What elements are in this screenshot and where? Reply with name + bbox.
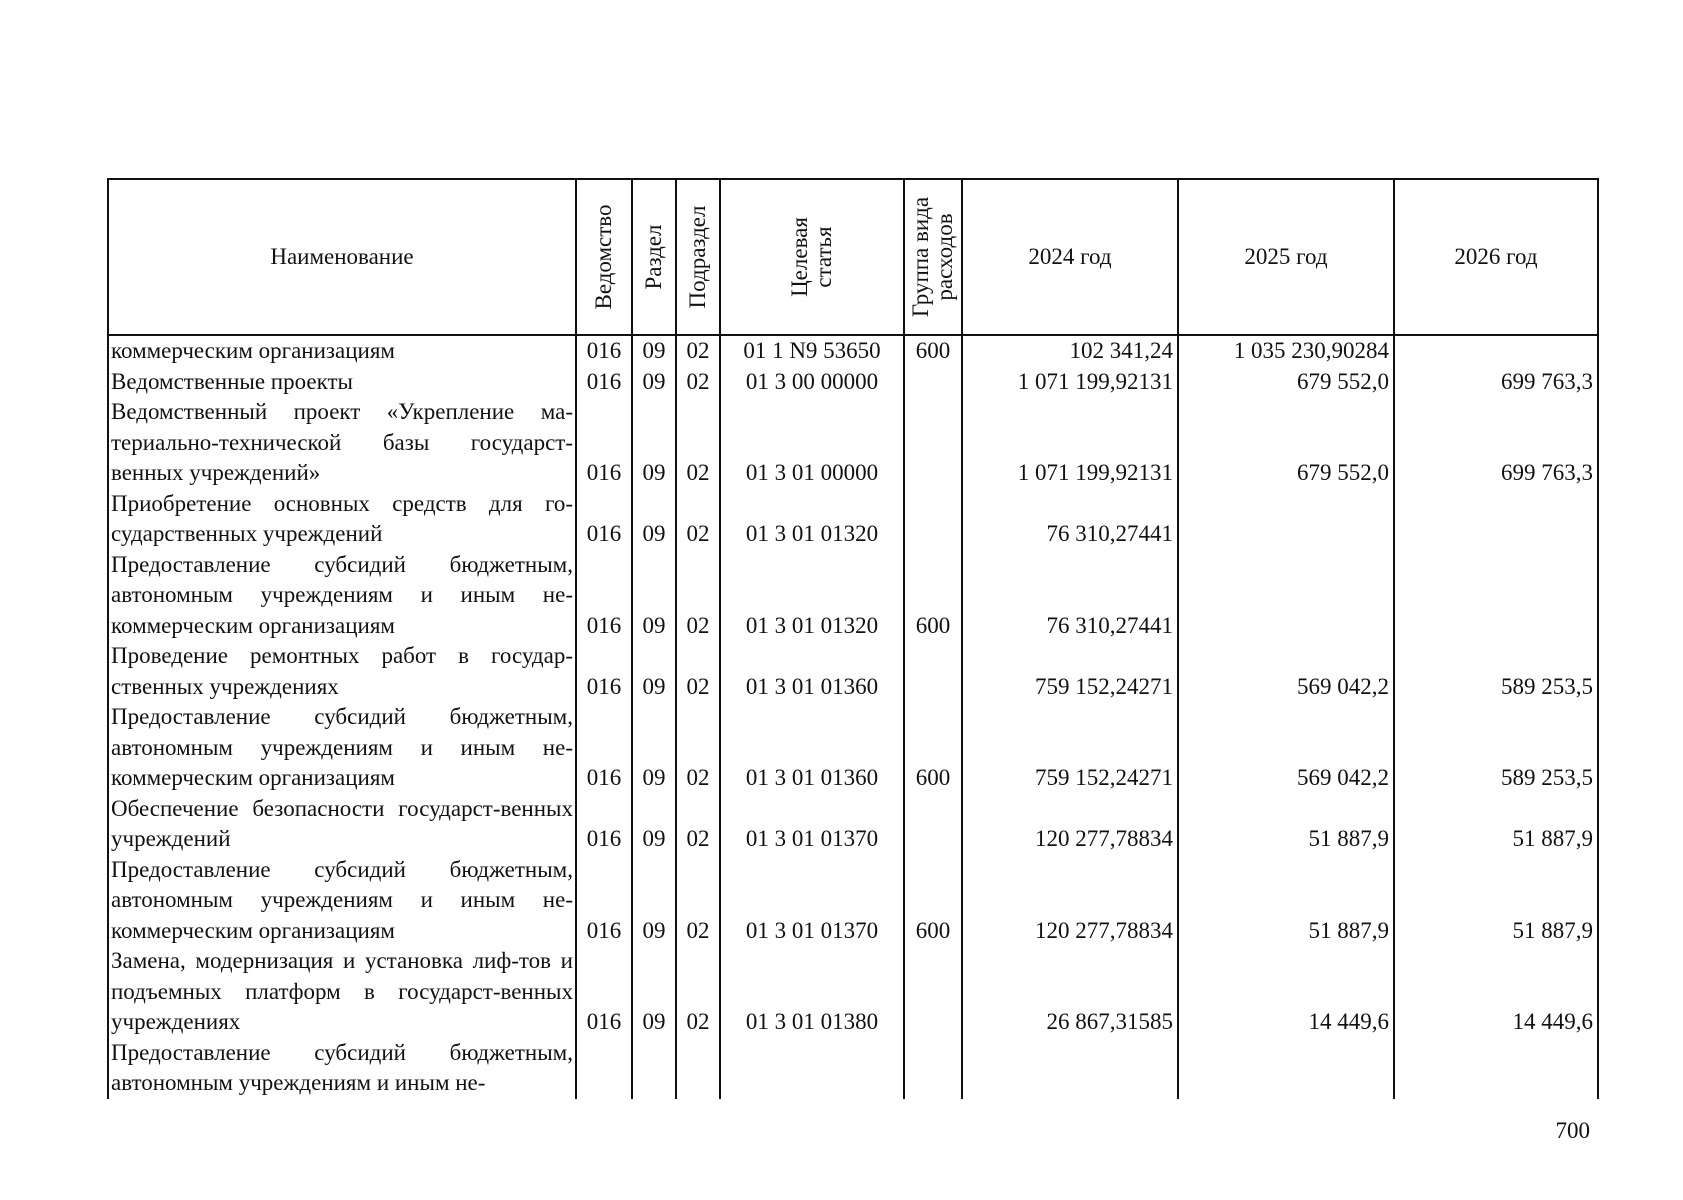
target-article-cell: 01 3 00 00000 <box>720 367 904 398</box>
amount-2024-cell: 759 152,24271 <box>962 702 1178 794</box>
razdel-cell: 09 <box>632 794 676 855</box>
amount-2024-cell: 120 277,78834 <box>962 794 1178 855</box>
podrazdel-cell: 02 <box>676 702 720 794</box>
table-row <box>108 335 1598 367</box>
row-name-cell: Замена, модернизация и установка лиф-тов и подъемных платформ в государст-венных учреждениях <box>108 946 576 1038</box>
amount-2024-cell: 26 867,31585 <box>962 946 1178 1038</box>
target-article-cell: 01 3 01 01360 <box>720 641 904 702</box>
amount-2025-cell <box>1178 1038 1394 1099</box>
expense-group-cell <box>904 641 962 702</box>
amount-2025-cell: 51 887,9 <box>1178 794 1394 855</box>
row-name-cell: Предоставление субсидий бюджетным, автономным учреждениям и иным не-коммерческим организациям <box>108 702 576 794</box>
amount-2026-cell <box>1394 335 1598 367</box>
podrazdel-cell: 02 <box>676 550 720 642</box>
table-header-row <box>108 179 1598 335</box>
expense-group-cell: 600 <box>904 855 962 947</box>
target-article-cell: 01 1 N9 53650 <box>720 335 904 367</box>
vedomstvo-cell: 016 <box>576 550 632 642</box>
amount-2025-cell: 14 449,6 <box>1178 946 1394 1038</box>
header-razdel-label: Раздел <box>641 224 666 290</box>
podrazdel-cell: 02 <box>676 855 720 947</box>
amount-2024-cell: 759 152,24271 <box>962 641 1178 702</box>
amount-2026-cell: 51 887,9 <box>1394 794 1598 855</box>
razdel-cell: 09 <box>632 855 676 947</box>
row-name-cell: коммерческим организациям <box>108 335 576 367</box>
amount-2025-cell: 51 887,9 <box>1178 855 1394 947</box>
razdel-cell: 09 <box>632 550 676 642</box>
amount-2024-cell: 1 071 199,92131 <box>962 367 1178 398</box>
amount-2025-cell: 569 042,2 <box>1178 702 1394 794</box>
target-article-cell: 01 3 01 01380 <box>720 946 904 1038</box>
header-2026: 2026 год <box>1394 179 1598 335</box>
header-2024: 2024 год <box>962 179 1178 335</box>
header-tselevaya-statya <box>720 179 904 335</box>
page-number: 700 <box>1555 1118 1590 1143</box>
amount-2024-cell: 76 310,27441 <box>962 489 1178 550</box>
vedomstvo-cell: 016 <box>576 489 632 550</box>
vedomstvo-cell: 016 <box>576 794 632 855</box>
header-tselevaya-statya-label <box>788 217 836 297</box>
row-name-cell: Предоставление субсидий бюджетным, автономным учреждениям и иным не-коммерческим организациям <box>108 550 576 642</box>
row-name-cell: Проведение ремонтных работ в государ-ственных учреждениях <box>108 641 576 702</box>
table-row <box>108 794 1598 855</box>
razdel-cell: 09 <box>632 641 676 702</box>
header-podrazdel <box>676 179 720 335</box>
row-name-cell: Предоставление субсидий бюджетным, автономным учреждениям и иным не-коммерческим организациям <box>108 855 576 947</box>
razdel-cell: 09 <box>632 397 676 489</box>
header-gruppa-line-1: Группа вида <box>908 196 933 318</box>
amount-2026-cell <box>1394 1038 1598 1099</box>
target-article-cell: 01 3 01 00000 <box>720 397 904 489</box>
vedomstvo-cell: 016 <box>576 397 632 489</box>
amount-2025-cell: 1 035 230,90284 <box>1178 335 1394 367</box>
expense-group-cell <box>904 489 962 550</box>
razdel-cell: 09 <box>632 335 676 367</box>
table-row <box>108 367 1598 398</box>
table-row <box>108 946 1598 1038</box>
target-article-cell: 01 3 01 01320 <box>720 489 904 550</box>
amount-2024-cell: 1 071 199,92131 <box>962 397 1178 489</box>
row-name-cell: Ведомственный проект «Укрепление ма-териально-технической базы государст-венных учреждений» <box>108 397 576 489</box>
amount-2024-cell: 120 277,78834 <box>962 855 1178 947</box>
expense-group-cell: 600 <box>904 550 962 642</box>
header-vedomstvo <box>576 179 632 335</box>
podrazdel-cell <box>676 1038 720 1099</box>
row-name-cell: Приобретение основных средств для го-сударственных учреждений <box>108 489 576 550</box>
vedomstvo-cell: 016 <box>576 641 632 702</box>
header-name: Наименование <box>108 179 576 335</box>
header-podrazdel-label: Подраздел <box>685 205 710 309</box>
table-row <box>108 489 1598 550</box>
header-2025: 2025 год <box>1178 179 1394 335</box>
target-article-cell: 01 3 01 01370 <box>720 794 904 855</box>
razdel-cell: 09 <box>632 367 676 398</box>
table-row <box>108 550 1598 642</box>
podrazdel-cell: 02 <box>676 641 720 702</box>
vedomstvo-cell: 016 <box>576 855 632 947</box>
amount-2026-cell: 589 253,5 <box>1394 702 1598 794</box>
amount-2026-cell <box>1394 489 1598 550</box>
row-name-cell: Предоставление субсидий бюджетным, автономным учреждениям и иным не- <box>108 1038 576 1099</box>
amount-2025-cell <box>1178 550 1394 642</box>
amount-2026-cell: 699 763,3 <box>1394 397 1598 489</box>
expense-group-cell <box>904 397 962 489</box>
header-tselevaya-line-1: Целевая <box>787 217 812 297</box>
target-article-cell: 01 3 01 01360 <box>720 702 904 794</box>
amount-2025-cell: 569 042,2 <box>1178 641 1394 702</box>
expense-group-cell: 600 <box>904 702 962 794</box>
expense-group-cell <box>904 1038 962 1099</box>
podrazdel-cell: 02 <box>676 367 720 398</box>
expense-group-cell <box>904 946 962 1038</box>
budget-table <box>107 178 1599 1099</box>
razdel-cell: 09 <box>632 702 676 794</box>
amount-2026-cell: 699 763,3 <box>1394 367 1598 398</box>
row-name-cell: Ведомственные проекты <box>108 367 576 398</box>
table-row <box>108 855 1598 947</box>
podrazdel-cell: 02 <box>676 794 720 855</box>
amount-2024-cell: 102 341,24 <box>962 335 1178 367</box>
podrazdel-cell: 02 <box>676 397 720 489</box>
podrazdel-cell: 02 <box>676 946 720 1038</box>
header-vedomstvo-label: Ведомство <box>591 204 616 310</box>
header-gruppa-vida-raskhodov <box>904 179 962 335</box>
target-article-cell: 01 3 01 01320 <box>720 550 904 642</box>
table-row <box>108 397 1598 489</box>
vedomstvo-cell: 016 <box>576 702 632 794</box>
header-tselevaya-line-2: статья <box>811 226 836 288</box>
vedomstvo-cell: 016 <box>576 946 632 1038</box>
amount-2026-cell: 589 253,5 <box>1394 641 1598 702</box>
amount-2026-cell: 51 887,9 <box>1394 855 1598 947</box>
expense-group-cell <box>904 794 962 855</box>
razdel-cell: 09 <box>632 946 676 1038</box>
amount-2025-cell: 679 552,0 <box>1178 397 1394 489</box>
razdel-cell <box>632 1038 676 1099</box>
vedomstvo-cell: 016 <box>576 367 632 398</box>
podrazdel-cell: 02 <box>676 335 720 367</box>
header-razdel <box>632 179 676 335</box>
table-body <box>108 335 1598 1099</box>
amount-2024-cell <box>962 1038 1178 1099</box>
amount-2024-cell: 76 310,27441 <box>962 550 1178 642</box>
table-row <box>108 1038 1598 1099</box>
amount-2025-cell <box>1178 489 1394 550</box>
razdel-cell: 09 <box>632 489 676 550</box>
header-gruppa-line-2: расходов <box>932 213 957 301</box>
row-name-cell: Обеспечение безопасности государст-венных учреждений <box>108 794 576 855</box>
table-row <box>108 641 1598 702</box>
expense-group-cell: 600 <box>904 335 962 367</box>
target-article-cell: 01 3 01 01370 <box>720 855 904 947</box>
header-gruppa-label <box>909 197 957 317</box>
amount-2026-cell: 14 449,6 <box>1394 946 1598 1038</box>
amount-2025-cell: 679 552,0 <box>1178 367 1394 398</box>
amount-2026-cell <box>1394 550 1598 642</box>
vedomstvo-cell: 016 <box>576 335 632 367</box>
podrazdel-cell: 02 <box>676 489 720 550</box>
target-article-cell <box>720 1038 904 1099</box>
vedomstvo-cell <box>576 1038 632 1099</box>
table-row <box>108 702 1598 794</box>
expense-group-cell <box>904 367 962 398</box>
